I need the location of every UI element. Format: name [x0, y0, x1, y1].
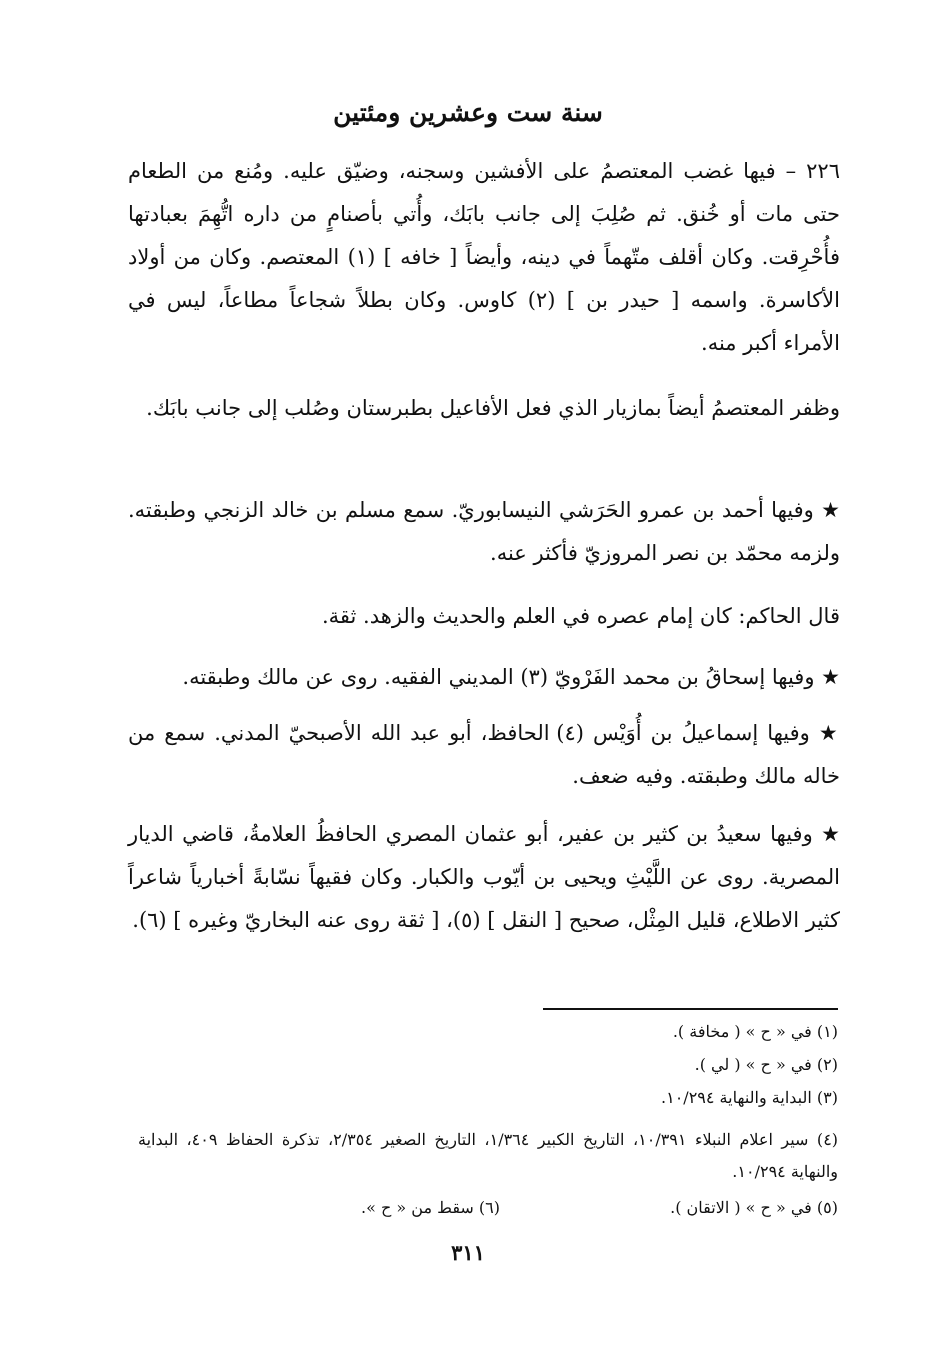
paragraph-ismail-uways: ★ وفيها إسماعيلُ بن أُوَيْس (٤) الحافظ، أبو عبد الله الأصبحيّ المدني. سمع من خاله مالك وطبقته. وفيه ضعف. [128, 721, 841, 788]
paragraph-ahmad-harashi: ★ وفيها أحمد بن عمرو الحَرَشي النيسابوريّ. سمع مسلم بن خالد الزنجي وطبقته. ولزمه محمّد بن نصر المروزيّ فأكثر عنه. [128, 498, 840, 565]
footnote-4: (٤) سير اعلام النبلاء ١٠/٣٩١، التاريخ الكبير ١/٣٦٤، التاريخ الصغير ٢/٣٥٤، تذكرة الحفاظ ٤٠٩، البداية والنهاية ١٠/٢٩٤. [138, 1130, 839, 1181]
footnote-2: (٢) في « ح » ( لي ). [694, 1055, 838, 1074]
footnote-3: (٣) البداية والنهاية ١٠/٢٩٤. [661, 1088, 838, 1107]
footnote-5: (٥) في « ح » ( الاتقان ). [670, 1198, 838, 1217]
paragraph-maziyar: وظفر المعتصمُ أيضاً بمازيار الذي فعل الأفاعيل بطبرستان وصُلب إلى جانب بابَك. [146, 396, 840, 420]
paragraph-hakim-quote: قال الحاكم: كان إمام عصره في العلم والحديث والزهد. ثقة. [321, 604, 840, 628]
paragraph-ishaq-farwi: ★ وفيها إسحاقُ بن محمد الفَرْويّ (٣) المديني الفقيه. روى عن مالك وطبقته. [182, 665, 840, 689]
page-title: سنة ست وعشرين ومئتين [333, 98, 603, 127]
paragraph-afshin: ٢٢٦ – فيها غضب المعتصمُ على الأفشين وسجنه، وضيّق عليه. ومُنع من الطعام حتى مات أو خُنق. ثم صُلِبَ إلى جانب بابَك، وأُتي بأصنامٍ من داره اتُّهِمَ بعبادتها فأُحْرِقت. وكان أقلف متّهماً في دينه، وأيضاً [ خافه ] (١) المعتصم. وكان من أولاد الأكاسرة. واسمه [ حيدر بن ] (٢) كاوس. وكان بطلاً شجاعاً مطاعاً، ليس في الأمراء أكبر منه. [128, 159, 840, 355]
page-number: ٣١١ [451, 1240, 485, 1265]
footnote-divider [543, 1008, 838, 1010]
footnote-6: (٦) سقط من « ح ». [361, 1198, 500, 1217]
paragraph-said-ufayr: ★ وفيها سعيدُ بن كثير بن عفير، أبو عثمان المصري الحافظُ العلامةُ، قاضي الديار المصرية. روى عن اللَّيْثِ ويحيى بن أيّوب والكبار. وكان فقيهاً نسّابةً أخبارياً شاعراً كثير الاطلاع، قليل المِثْل، صحيح [ النقل ] (٥)، [ ثقة روى عنه البخاريّ وغيره ] (٦). [128, 822, 840, 932]
footnote-1: (١) في « ح » ( مخافة ). [672, 1022, 838, 1041]
